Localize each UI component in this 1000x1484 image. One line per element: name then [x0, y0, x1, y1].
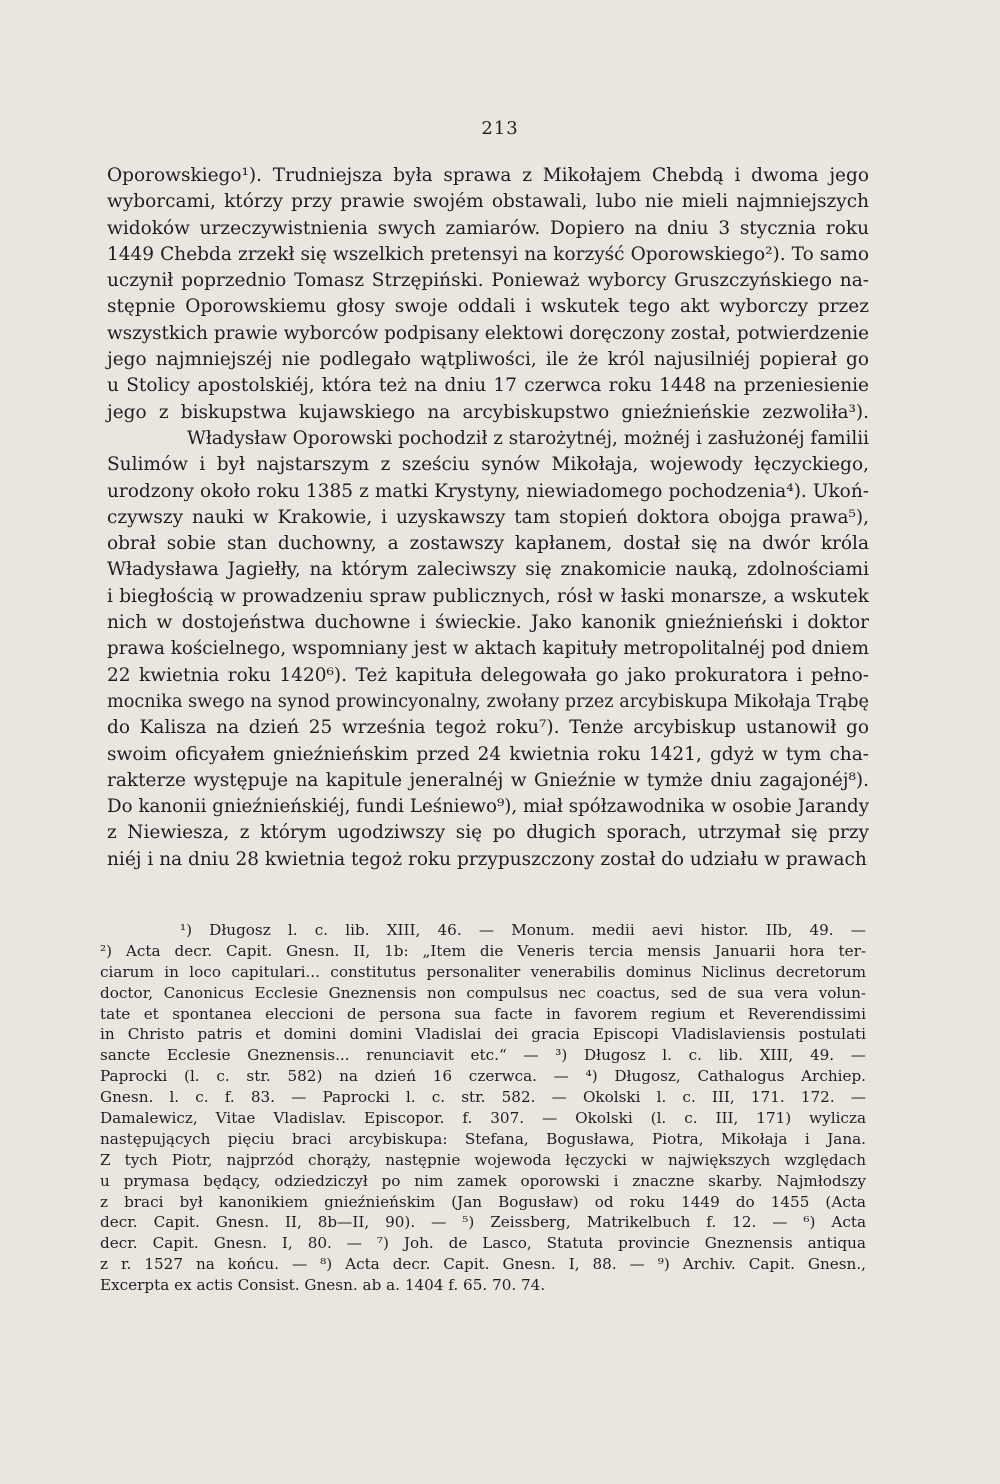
text-line: wszystkich prawie wyborców podpisany elektowi doręczony został, potwierdzenie [107, 322, 869, 344]
footnote-line: Damalewicz, Vitae Vladislav. Episcopor. f. 307. — Okolski (l. c. III, 171) wylicza [100, 1109, 866, 1128]
footnote-line: z r. 1527 na końcu. — ⁸) Acta decr. Capit. Gnesn. I, 88. — ⁹) Archiv. Capit. Gnesn., [100, 1255, 866, 1274]
text-line: czywszy nauki w Krakowie, i uzyskawszy tam stopień doktora obojga prawa⁵), [107, 506, 869, 528]
footnote-line: następujących pięciu braci arcybiskupa: Stefana, Bogusława, Piotra, Mikołaja i Jana. [100, 1129, 866, 1148]
body-text [107, 163, 869, 873]
text-line: wyborcami, którzy przy prawie swojém obstawali, lubo nie mieli najmniejszych [107, 191, 869, 213]
footnote-line: Excerpta ex actis Consist. Gnesn. ab a. 1404 f. 65. 70. 74. [100, 1276, 546, 1295]
footnote-line: tate et spontanea eleccioni de persona sua facte in favorem regium et Reverendissimi [100, 1004, 866, 1023]
text-line: nich w dostojeństwa duchowne i świeckie. Jako kanonik gnieźnieński i doktor [107, 612, 869, 634]
text-line: Władysław Oporowski pochodził z starożytnéj, możnéj i zasłużonéj familii [187, 427, 869, 449]
footnote-line: Paprocki (l. c. str. 582) na dzień 16 czerwca. — ⁴) Długosz, Cathalogus Archiep. [100, 1067, 866, 1086]
text-line: Do kanonii gnieźnieńskiéj, fundi Leśniewo⁹), miał spółzawodnika w osobie Jarandy [107, 796, 869, 818]
footnote-line: decr. Capit. Gnesn. II, 8b—II, 90). — ⁵) Zeissberg, Matrikelbuch f. 12. — ⁶) Acta [100, 1213, 866, 1232]
footnote-line: doctor, Canonicus Ecclesie Gneznensis non compulsus nec coactus, sed de sua vera volun- [100, 983, 866, 1002]
text-line: urodzony około roku 1385 z matki Krystyny, niewiadomego pochodzenia⁴). Ukoń- [107, 480, 869, 502]
text-line: Władysława Jagiełły, na którym zaleciwszy się znakomicie nauką, zdolnościami [107, 559, 869, 581]
footnote-line: u prymasa będący, odziedziczył po nim zamek oporowski i znaczne skarby. Najmłodszy [100, 1171, 866, 1190]
text-line: swoim oficyałem gnieźnieńskim przed 24 kwietnia roku 1421, gdyż w tym cha- [107, 743, 869, 765]
page-number: 213 [481, 118, 519, 139]
text-line: jego najmniejszéj nie podlegało wątpliwości, ile że król najusilniéj popierał go [107, 349, 869, 371]
footnote-line: ciarum in loco capitulari... constitutus personaliter venerabilis dominus Niclinus decretorum [100, 962, 866, 981]
text-line: i biegłością w prowadzeniu spraw publicznych, rósł w łaski monarsze, a wskutek [107, 585, 869, 607]
text-line: u Stolicy apostolskiéj, która też na dniu 17 czerwca roku 1448 na przeniesienie [107, 375, 869, 397]
text-line: niéj i na dniu 28 kwietnia tegoż roku przypuszczony został do udziału w prawach [107, 848, 867, 870]
text-line: jego z biskupstwa kujawskiego na arcybiskupstwo gnieźnieńskie zezwoliła³). [107, 401, 869, 423]
footnote-line: ¹) Długosz l. c. lib. XIII, 46. — Monum. medii aevi histor. IIb, 49. — [180, 921, 866, 939]
footnote-line: ²) Acta decr. Capit. Gnesn. II, 1b: „Item die Veneris tercia mensis Januarii hora ter- [100, 941, 866, 960]
text-line: mocnika swego na synod prowincyonalny, zwołany przez arcybiskupa Mikołaja Trąbę [107, 691, 869, 712]
footnote-line: Z tych Piotr, najprzód chorąży, następnie wojewoda łęczycki w największych względach [100, 1150, 866, 1169]
footnote-line: decr. Capit. Gnesn. I, 80. — ⁷) Joh. de Lasco, Statuta provincie Gneznensis antiqua [100, 1234, 866, 1253]
text-line: Oporowskiego¹). Trudniejsza była sprawa z Mikołajem Chebdą i dwoma jego [107, 165, 869, 186]
text-line: 1449 Chebda zrzekł się wszelkich pretensyi na korzyść Oporowskiego²). To samo [107, 243, 869, 265]
footnote-line: sancte Ecclesie Gneznensis... renunciavit etc.“ — ³) Długosz l. c. lib. XIII, 49. — [100, 1046, 866, 1065]
footnote-line: z braci był kanonikiem gnieźnieńskim (Jan Bogusław) od roku 1449 do 1455 (Acta [100, 1192, 866, 1211]
text-line: widoków urzeczywistnienia swych zamiarów. Dopiero na dniu 3 stycznia roku [107, 217, 869, 239]
footnote-line: in Christo patris et domini domini Vladislai dei gracia Episcopi Vladislaviensis postulati [100, 1025, 866, 1044]
text-line: z Niewiesza, z którym ugodziwszy się po długich sporach, utrzymał się przy [107, 822, 869, 844]
text-line: 22 kwietnia roku 1420⁶). Też kapituła delegowała go jako prokuratora i pełno- [107, 664, 869, 686]
text-line: rakterze występuje na kapitule jeneralnéj w Gnieźnie w tymże dniu zagajonéj⁸). [107, 769, 869, 791]
text-line: do Kalisza na dzień 25 września tegoż roku⁷). Tenże arcybiskup ustanowił go [107, 717, 869, 739]
text-line: uczynił poprzednio Tomasz Strzępiński. Ponieważ wyborcy Gruszczyńskiego na- [107, 270, 869, 292]
text-line: obrał sobie stan duchowny, a zostawszy kapłanem, dostał się na dwór króla [107, 533, 869, 555]
text-line: prawa kościelnego, wspomniany jest w aktach kapituły metropolitalnéj pod dniem [107, 638, 869, 660]
text-line: Sulimów i był najstarszym z sześciu synów Mikołaja, wojewody łęczyckiego, [107, 454, 869, 476]
footnote-line: Gnesn. l. c. f. 83. — Paprocki l. c. str. 582. — Okolski l. c. III, 171. 172. — [100, 1088, 866, 1107]
footnotes [100, 920, 866, 1296]
text-line: stępnie Oporowskiemu głosy swoje oddali i wskutek tego akt wyborczy przez [107, 296, 869, 318]
